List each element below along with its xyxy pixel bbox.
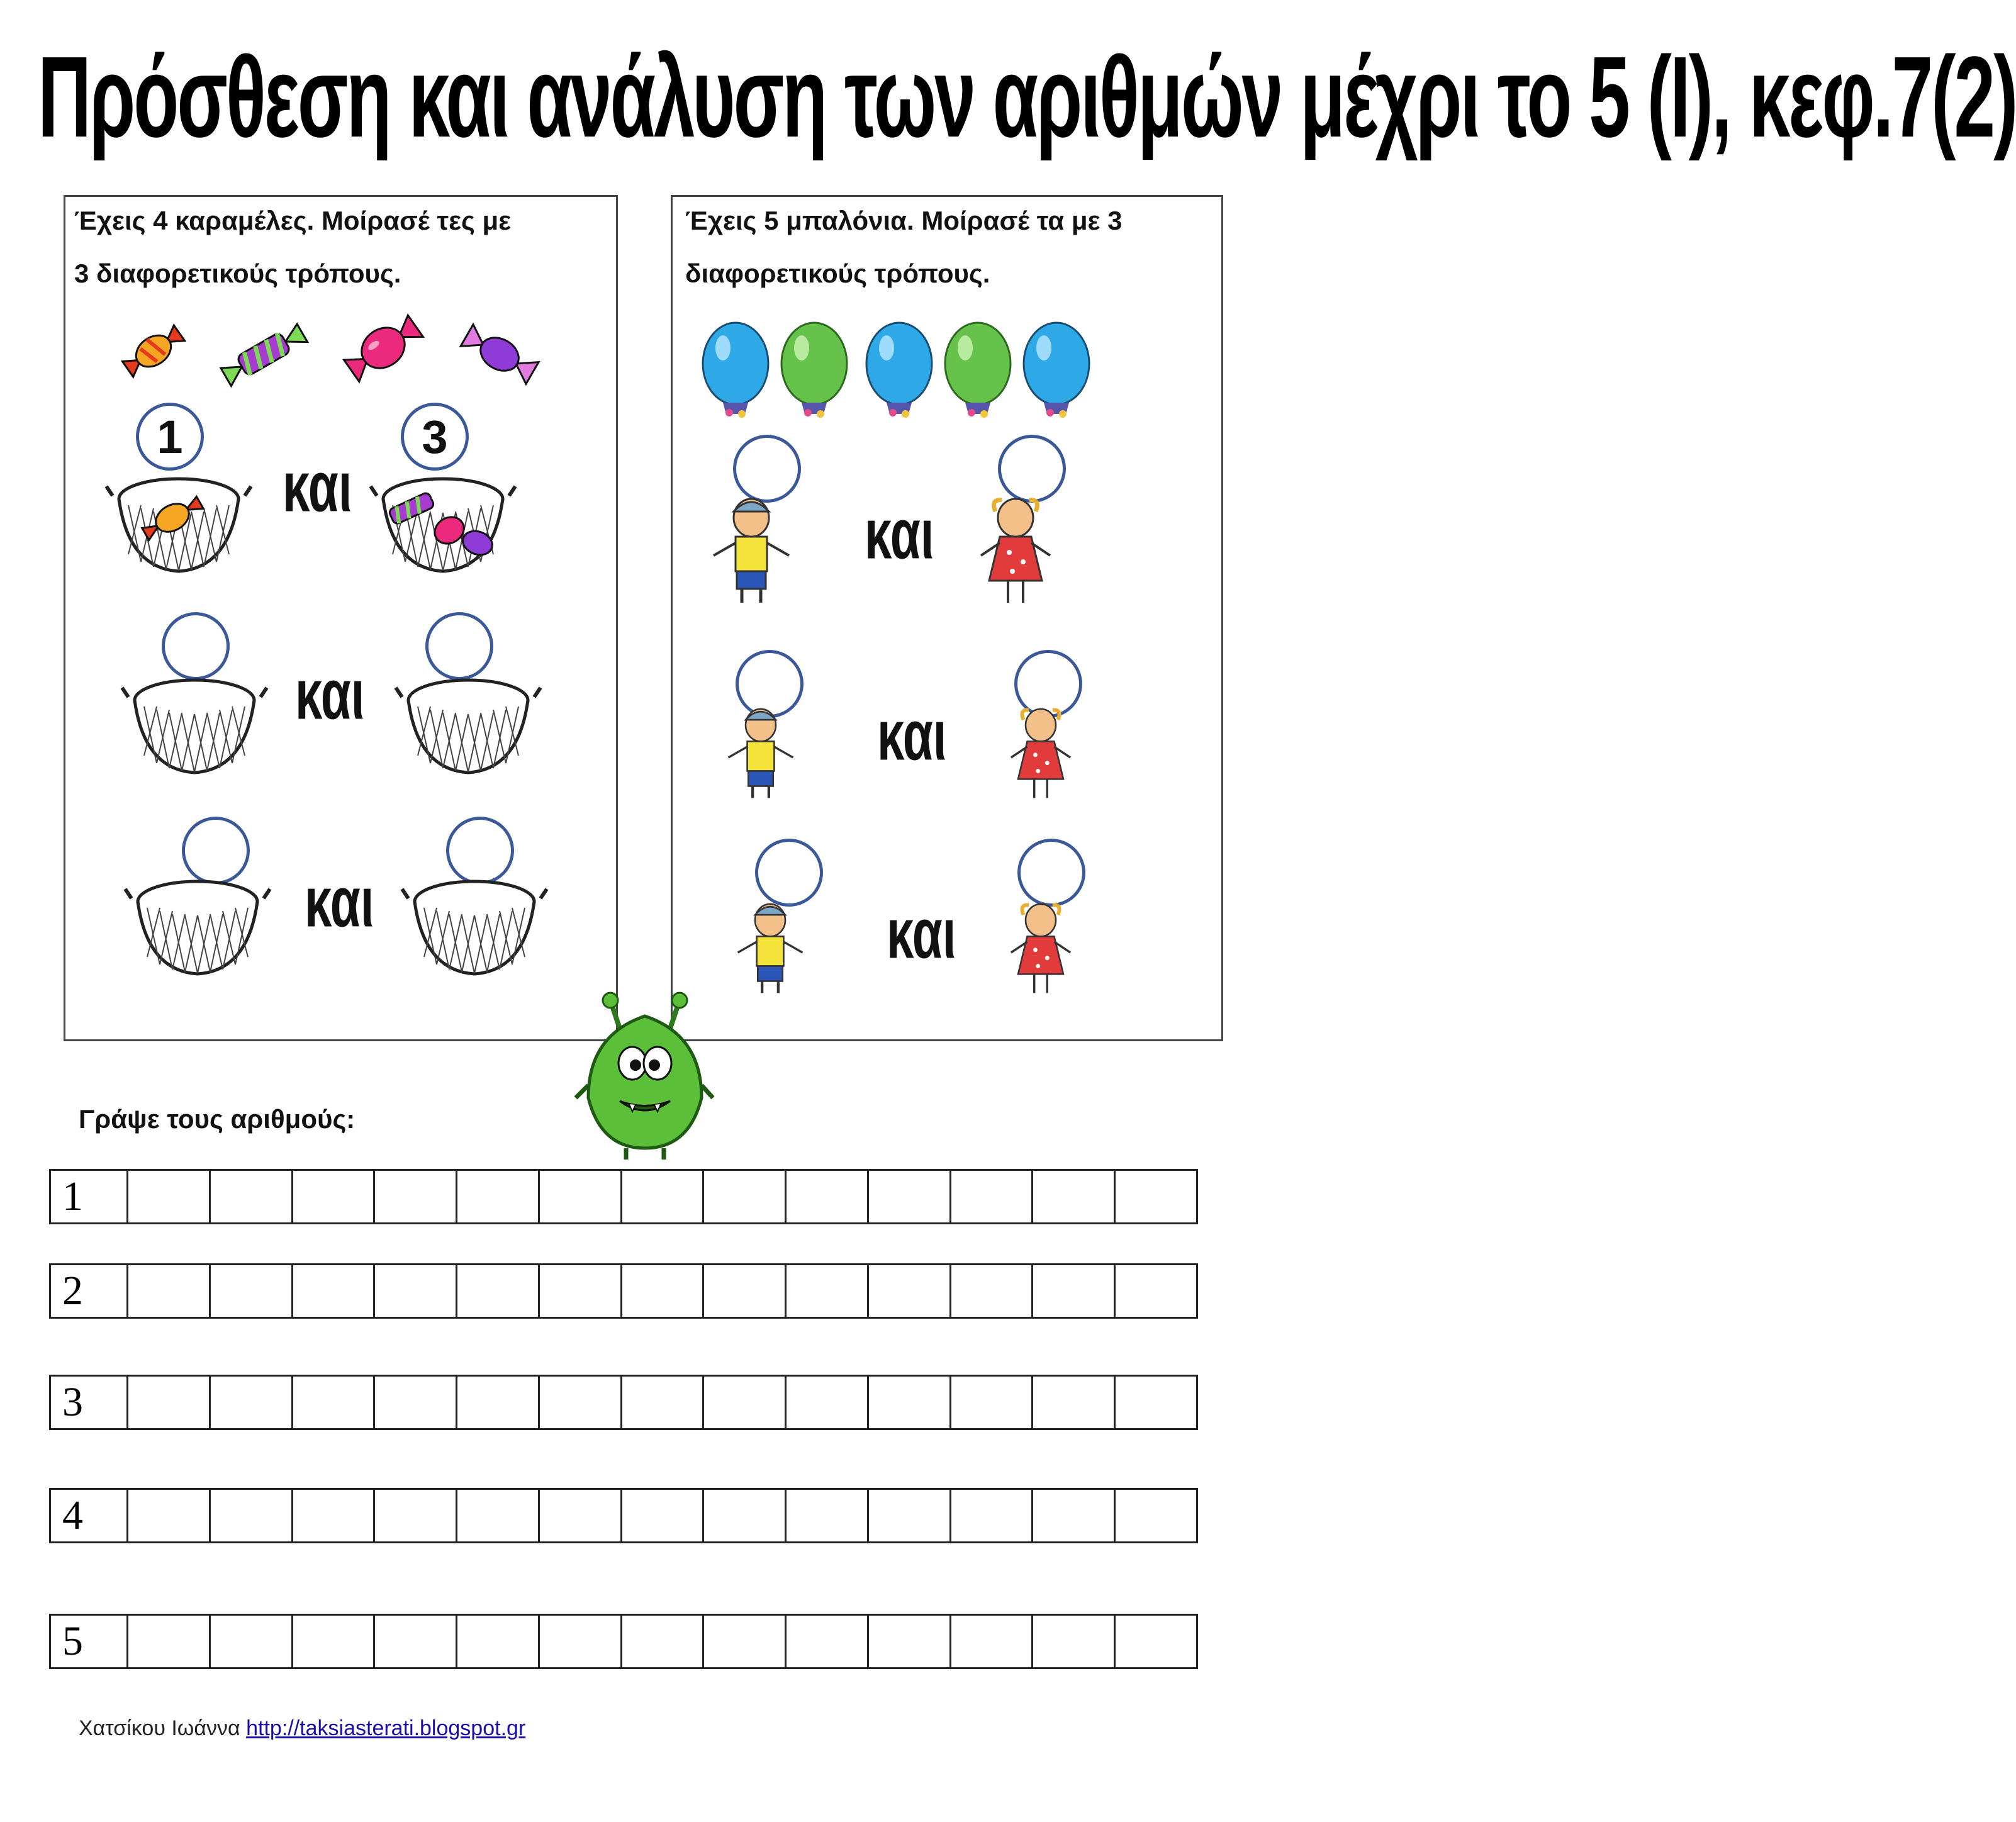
basket-icon [393, 662, 544, 788]
basket-icon [119, 662, 270, 788]
row-number: 2 [49, 1263, 128, 1319]
and-word: και [295, 654, 365, 735]
writing-cell[interactable] [1031, 1488, 1116, 1543]
writing-cell[interactable] [1114, 1614, 1198, 1669]
balloon-icon [945, 323, 1011, 418]
writing-cell[interactable] [1114, 1375, 1198, 1430]
candy-exercise-panel [64, 195, 618, 1041]
answer-circle-right[interactable]: 3 [401, 403, 469, 471]
girl-icon [1003, 700, 1078, 804]
writing-cell[interactable] [1031, 1375, 1116, 1430]
writing-cell[interactable] [126, 1488, 211, 1543]
writing-cell[interactable] [620, 1375, 705, 1430]
writing-cell[interactable] [373, 1488, 457, 1543]
balloon-instruction-line2: διαφορετικούς τρόπους. [685, 259, 990, 288]
basket-icon [367, 461, 518, 587]
balloon-icon [781, 323, 847, 418]
writing-cell[interactable] [949, 1614, 1034, 1669]
writing-cell[interactable] [949, 1263, 1034, 1319]
row-number: 1 [49, 1169, 128, 1224]
writing-cell[interactable] [702, 1614, 787, 1669]
number-writing-row [49, 1375, 1198, 1430]
writing-cell[interactable] [291, 1488, 376, 1543]
balloon-icon [703, 323, 768, 418]
and-word: και [865, 493, 934, 574]
answer-circle-left[interactable]: 1 [136, 403, 204, 471]
blog-link[interactable]: http://taksiasterati.blogspot.gr [246, 1716, 526, 1740]
writing-cell[interactable] [1114, 1263, 1198, 1319]
writing-cell[interactable] [126, 1263, 211, 1319]
footer [79, 1716, 525, 1741]
writing-cell[interactable] [209, 1375, 293, 1430]
writing-cell[interactable] [373, 1614, 457, 1669]
writing-cell[interactable] [291, 1614, 376, 1669]
writing-cell[interactable] [209, 1169, 293, 1224]
basket-icon [399, 864, 550, 990]
writing-cell[interactable] [949, 1488, 1034, 1543]
writing-cell[interactable] [785, 1488, 869, 1543]
row-number: 4 [49, 1488, 128, 1543]
writing-cell[interactable] [291, 1263, 376, 1319]
balloon-instruction-line1: Έχεις 5 μπαλόνια. Μοίρασέ τα με 3 [685, 206, 1123, 235]
writing-cell[interactable] [867, 1375, 951, 1430]
writing-cell[interactable] [291, 1169, 376, 1224]
writing-cell[interactable] [1031, 1614, 1116, 1669]
writing-cell[interactable] [949, 1375, 1034, 1430]
writing-cell[interactable] [702, 1375, 787, 1430]
writing-cell[interactable] [702, 1263, 787, 1319]
and-word: και [877, 695, 947, 776]
writing-cell[interactable] [373, 1263, 457, 1319]
writing-cell[interactable] [538, 1375, 622, 1430]
number-writing-row [49, 1488, 1198, 1543]
writing-cell[interactable] [456, 1375, 540, 1430]
writing-cell[interactable] [538, 1488, 622, 1543]
writing-cell[interactable] [126, 1169, 211, 1224]
writing-cell[interactable] [1031, 1169, 1116, 1224]
and-word: και [887, 893, 956, 974]
candy-instruction-line1: Έχεις 4 καραμέλες. Μοίρασέ τες με [74, 206, 512, 235]
balloon-icon [1024, 323, 1089, 418]
basket-icon [122, 864, 273, 990]
writing-cell[interactable] [949, 1169, 1034, 1224]
writing-cell[interactable] [538, 1614, 622, 1669]
candy-icon [459, 320, 540, 389]
page-title: Πρόσθεση και ανάλυση των αριθμών μέχρι το 5 (Ι), κεφ.7(2) [38, 33, 2016, 162]
writing-cell[interactable] [867, 1488, 951, 1543]
writing-cell[interactable] [291, 1375, 376, 1430]
boy-icon [723, 700, 798, 804]
number-writing-row [49, 1263, 1198, 1319]
boy-icon [707, 493, 795, 606]
writing-cell[interactable] [785, 1375, 869, 1430]
writing-cell[interactable] [456, 1169, 540, 1224]
candy-icon [216, 316, 311, 392]
writing-cell[interactable] [538, 1263, 622, 1319]
balloon-exercise-panel [671, 195, 1223, 1041]
balloons-row [698, 320, 1100, 427]
writing-cell[interactable] [538, 1169, 622, 1224]
and-word: και [305, 861, 374, 942]
and-word: και [283, 446, 352, 527]
monster-icon [576, 991, 714, 1161]
writing-cell[interactable] [456, 1614, 540, 1669]
boy-icon [732, 895, 808, 999]
writing-cell[interactable] [785, 1614, 869, 1669]
candy-instruction-line2: 3 διαφορετικούς τρόπους. [74, 259, 401, 288]
writing-cell[interactable] [456, 1263, 540, 1319]
writing-cell[interactable] [785, 1263, 869, 1319]
writing-cell[interactable] [702, 1488, 787, 1543]
candy-icon [339, 304, 427, 392]
writing-cell[interactable] [785, 1169, 869, 1224]
writing-cell[interactable] [867, 1614, 951, 1669]
balloon-icon [866, 323, 932, 418]
girl-icon [972, 493, 1060, 606]
writing-cell[interactable] [620, 1169, 705, 1224]
author-name: Χατσίκου Ιωάννα [79, 1716, 240, 1740]
number-writing-row [49, 1614, 1198, 1669]
writing-cell[interactable] [867, 1169, 951, 1224]
writing-cell[interactable] [620, 1263, 705, 1319]
row-number: 3 [49, 1375, 128, 1430]
writing-cell[interactable] [209, 1488, 293, 1543]
writing-cell[interactable] [620, 1614, 705, 1669]
writing-cell[interactable] [126, 1375, 211, 1430]
writing-cell[interactable] [126, 1614, 211, 1669]
writing-cell[interactable] [456, 1488, 540, 1543]
writing-cell[interactable] [373, 1169, 457, 1224]
write-numbers-label: Γράψε τους αριθμούς: [79, 1104, 356, 1134]
writing-cell[interactable] [1114, 1169, 1198, 1224]
writing-cell[interactable] [867, 1263, 951, 1319]
basket-icon [103, 461, 254, 587]
row-number: 5 [49, 1614, 128, 1669]
writing-cell[interactable] [209, 1263, 293, 1319]
number-writing-row [49, 1169, 1198, 1224]
writing-cell[interactable] [1031, 1263, 1116, 1319]
writing-cell[interactable] [209, 1614, 293, 1669]
writing-cell[interactable] [702, 1169, 787, 1224]
girl-icon [1003, 895, 1078, 999]
writing-cell[interactable] [620, 1488, 705, 1543]
writing-cell[interactable] [1114, 1488, 1198, 1543]
candy-icon [116, 316, 191, 386]
writing-cell[interactable] [373, 1375, 457, 1430]
